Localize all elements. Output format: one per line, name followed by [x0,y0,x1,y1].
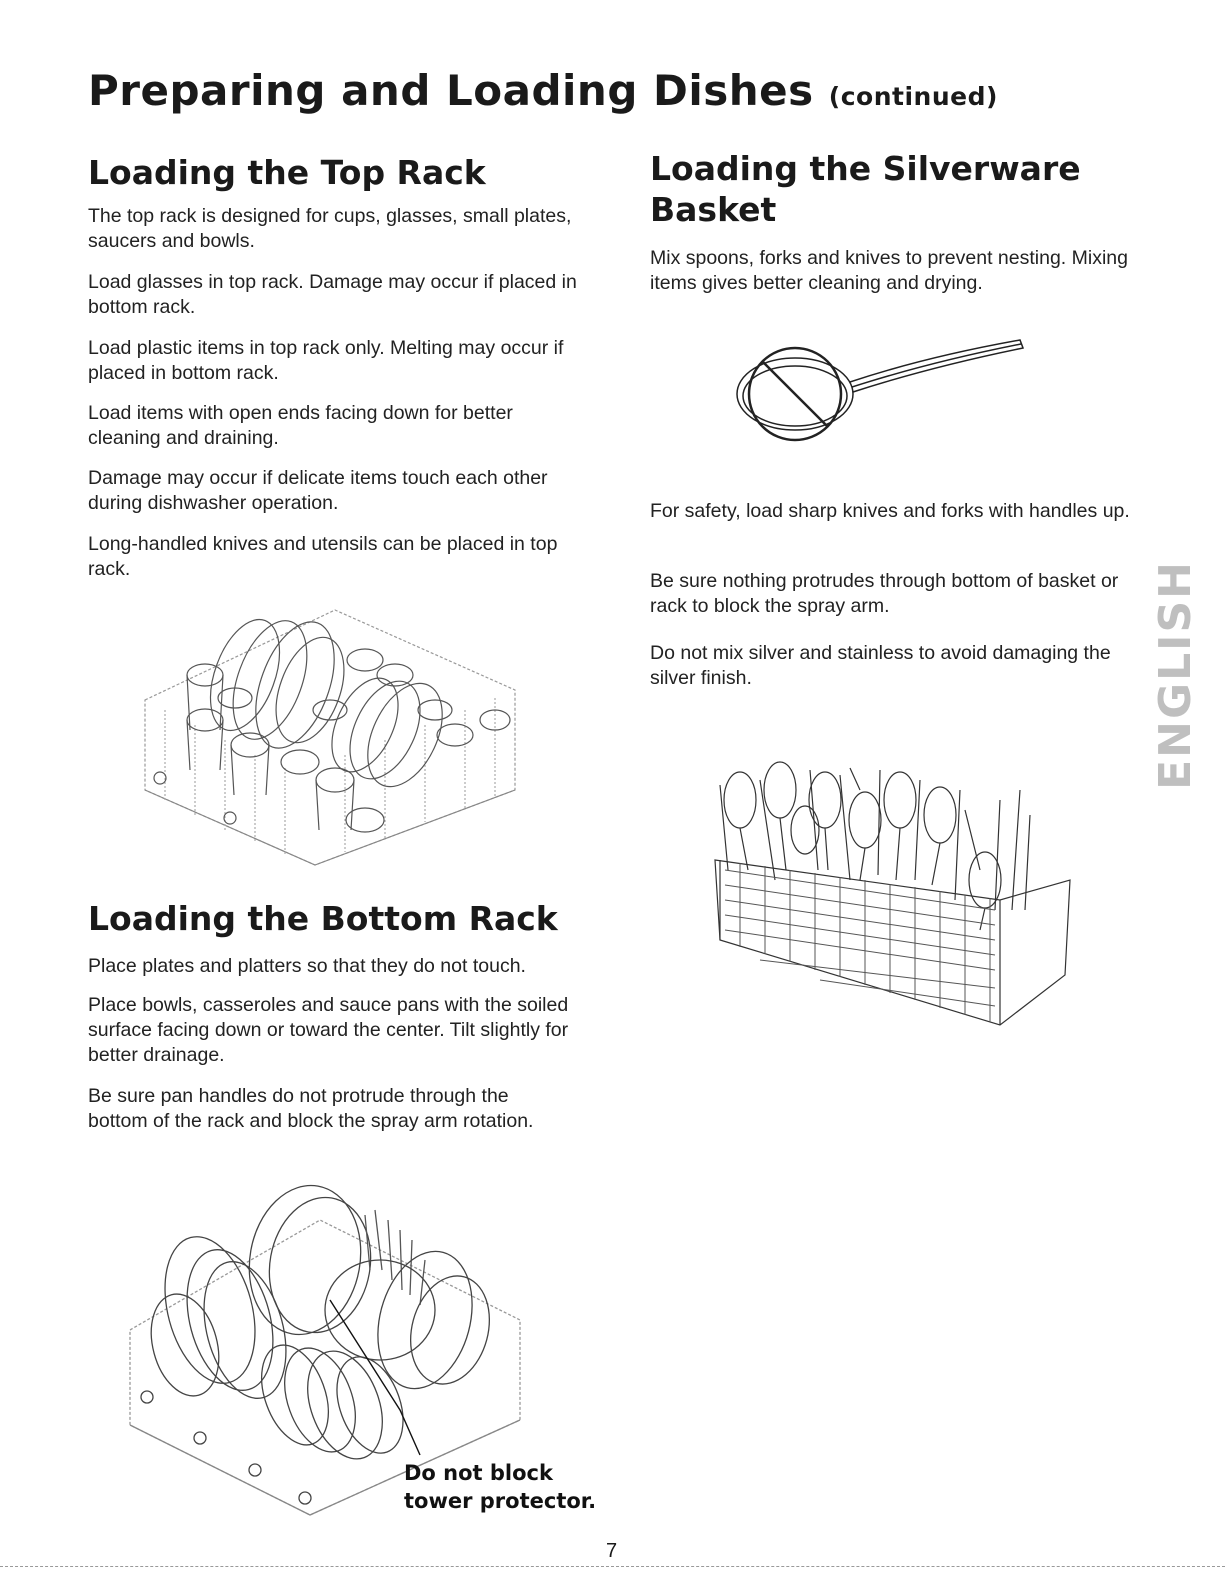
top-rack-illustration [135,590,525,870]
top-rack-heading: Loading the Top Rack [88,153,486,192]
callout-line-2: tower protector. [404,1489,597,1513]
top-rack-para-6: Long-handled knives and utensils can be placed in top rack. [88,533,558,580]
tower-protector-callout [404,1459,596,1515]
page-title-suffix: (continued) [828,82,998,111]
top-rack-para-3: Load plastic items in top rack only. Melting may occur if placed in bottom rack. [88,337,564,384]
silverware-para-4: Do not mix silver and stainless to avoid damaging the silver finish. [650,642,1111,689]
silverware-para-3: Be sure nothing protrudes through bottom of basket or rack to block the spray arm. [650,570,1119,617]
silverware-para-1: Mix spoons, forks and knives to prevent nesting. Mixing items gives better cleaning and drying. [650,247,1128,294]
english-side-tab: ENGLISH [1150,560,1201,790]
bottom-rule [0,1566,1225,1567]
bottom-rack-para-3: Be sure pan handles do not protrude through the bottom of the rack and block the spray arm rotation. [88,1085,534,1132]
bottom-rack-para-2: Place bowls, casseroles and sauce pans with the soiled surface facing down or toward the center. Tilt slightly for better drainage. [88,994,569,1066]
callout-line-1: Do not block [404,1461,553,1485]
bottom-rack-heading: Loading the Bottom Rack [88,899,558,938]
page-number: 7 [606,1540,618,1562]
top-rack-para-1: The top rack is designed for cups, glasses, small plates, saucers and bowls. [88,205,572,252]
top-rack-para-2: Load glasses in top rack. Damage may occur if placed in bottom rack. [88,271,577,318]
silverware-heading-line-1: Loading the Silverware [650,149,1081,188]
top-rack-para-4: Load items with open ends facing down for better cleaning and draining. [88,402,513,449]
silverware-heading-line-2: Basket [650,190,777,229]
silverware-basket-illustration [700,760,1075,1030]
silverware-para-2: For safety, load sharp knives and forks with handles up. [650,500,1130,522]
nested-spoons-prohibited-illustration [725,322,1035,442]
page-title-text: Preparing and Loading Dishes [88,66,814,115]
bottom-rack-para-1: Place plates and platters so that they do not touch. [88,955,526,977]
top-rack-para-5: Damage may occur if delicate items touch each other during dishwasher operation. [88,467,548,514]
page-title [88,66,998,115]
